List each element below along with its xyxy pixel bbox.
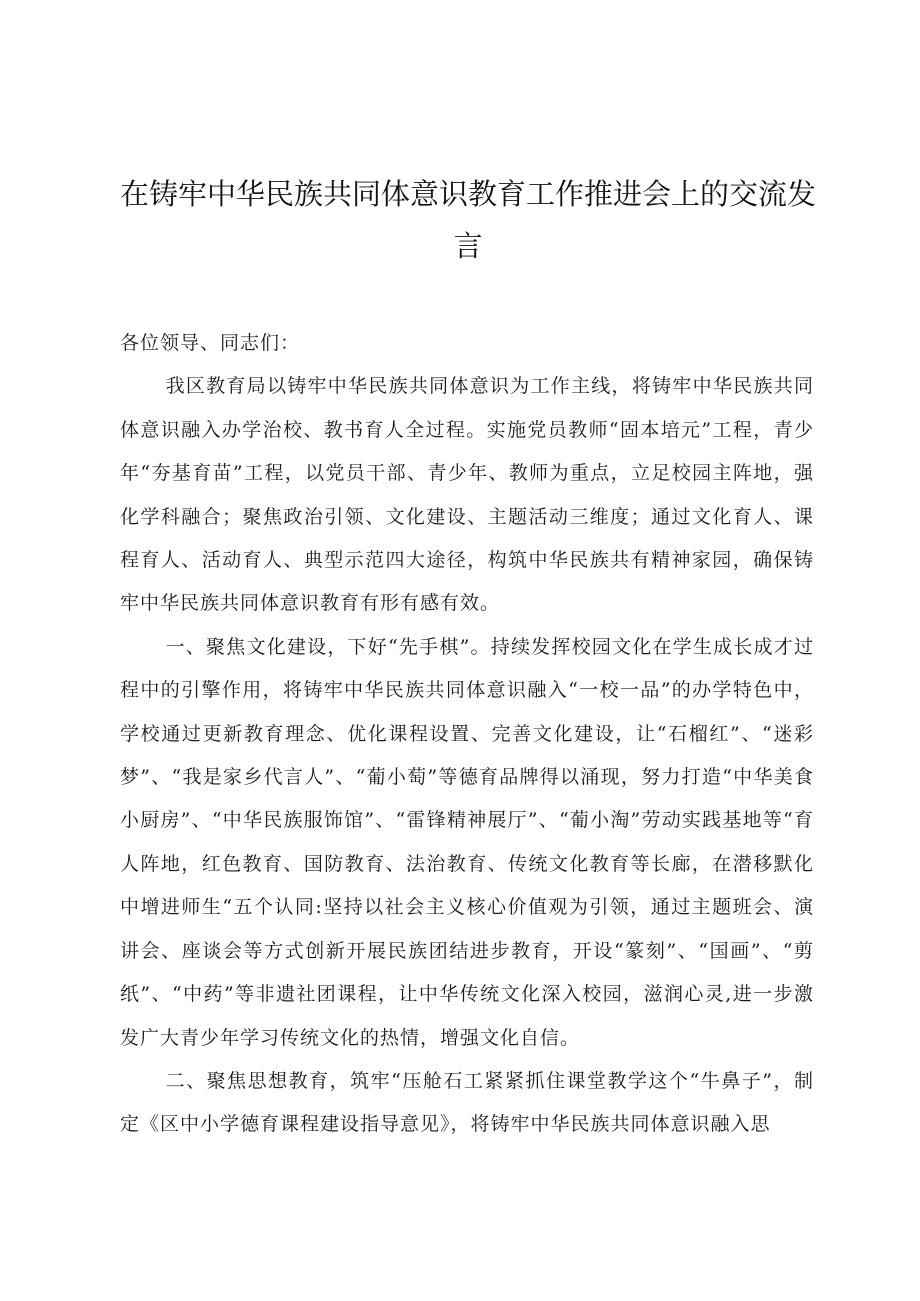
document-body <box>120 322 814 1147</box>
document-title: 在铸牢中华民族共同体意识教育工作推进会上的交流发言 <box>119 177 816 263</box>
paragraph-intro: 我区教育局以铸牢中华民族共同体意识为工作主线，将铸牢中华民族共同体意识融入办学治校、教书育人全过程。实施党员教师“固本培元”工程，青少年“夯基育苗”工程，以党员干部、青少年、教师为重点，立足校园主阵地，强化学科融合；聚焦政治引领、文化建设、主题活动三维度；通过文化育人、课程育人、活动育人、典型示范四大途径，构筑中华民族共有精神家园，确保铸牢中华民族共同体意识教育有形有感有效。 <box>120 375 814 615</box>
paragraph-section-two: 二、聚焦思想教育，筑牢“压舱石工紧紧抓住课堂教学这个“牛鼻子”，制定《区中小学德育课程建设指导意见》，将铸牢中华民族共同体意识融入思 <box>120 1069 814 1136</box>
salutation: 各位领导、同志们： <box>120 332 301 354</box>
paragraph-section-one: 一、聚焦文化建设，下好“先手棋”。持续发挥校园文化在学生成长成才过程中的引擎作用，将铸牢中华民族共同体意识融入“一校一品”的办学特色中，学校通过更新教育理念、优化课程设置、完善文化建设，让“石榴红”、“迷彩梦”、“我是家乡代言人”、“葡小萄”等德育品牌得以涌现，努力打造“中华美食小厨房”、“中华民族服饰馆”、“雷锋精神展厅”、“葡小淘”劳动实践基地等“育人阵地，红色教育、国防教育、法治教育、传统文化教育等长廊，在潜移默化中增进师生“五个认同:坚持以社会主义核心价值观为引领，通过主题班会、演讲会、座谈会等方式创新开展民族团结进步教育，开设“篆刻”、“国画”、“剪纸”、“中药”等非遗社团课程，让中华传统文化深入校园，滋润心灵,进一步激发广大青少年学习传统文化的热情，增强文化自信。 <box>120 635 814 1049</box>
